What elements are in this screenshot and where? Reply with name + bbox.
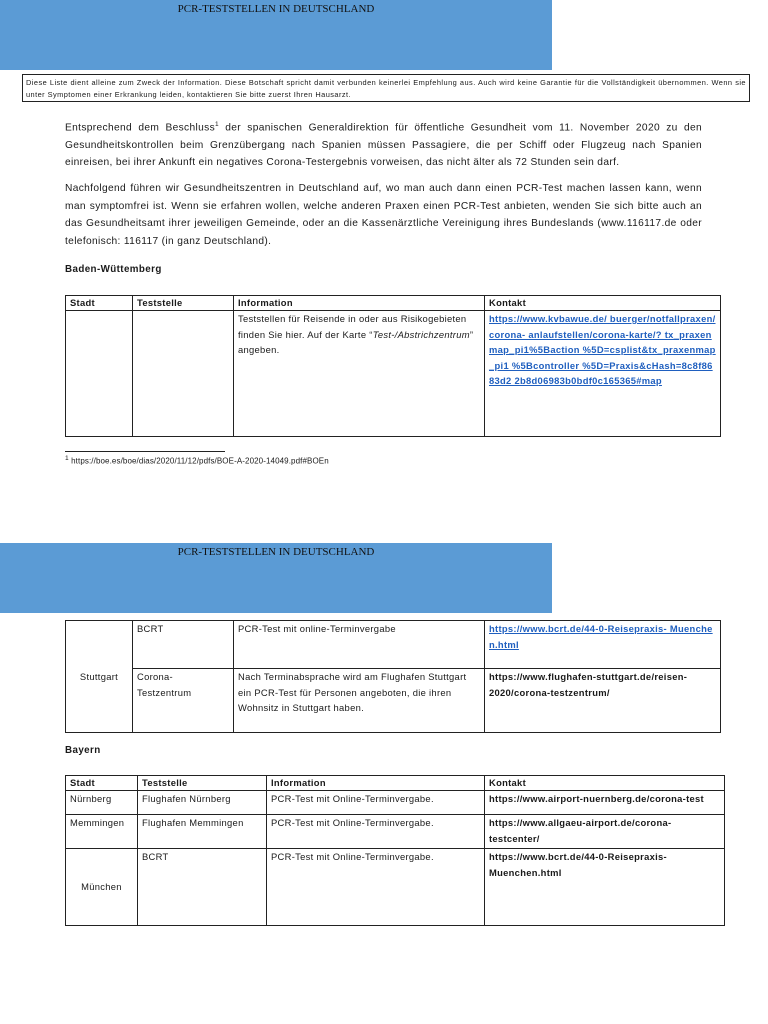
intro-text-after: der spanischen Generaldirektion für öffentliche Gesundheit vom 11. November 2020 zu den Gesundheitskontrollen beim Grenzübergang nach Spanien müssen Passagiere, die per Schiff oder Flugzeug nach Spanien einreisen, bei ihrer Ankunft ein negatives Corona-Testergebnis vorweisen, das nicht älter als 72 Stunden sein darf.: [65, 122, 702, 169]
table-cell-teststelle: Flughafen Nürnberg: [138, 791, 267, 815]
table-cell-teststelle: BCRT: [133, 621, 234, 669]
kontakt-link-bcrt[interactable]: https://www.bcrt.de/44-0-Reisepraxis- Muenchen.html: [489, 623, 713, 650]
table-cell-teststelle: [133, 311, 234, 437]
table-cell-teststelle: BCRT: [138, 849, 267, 926]
bayern-table: [65, 775, 725, 926]
table-cell-stadt: [66, 311, 133, 437]
footnote-divider: [65, 451, 225, 452]
table-cell-information: PCR-Test mit Online-Terminvergabe.: [267, 815, 485, 849]
table-cell-stadt: München: [66, 849, 138, 926]
table-row: [66, 815, 725, 849]
table-cell-kontakt: https://www.flughafen-stuttgart.de/reisen- 2020/corona-testzentrum/: [485, 669, 721, 733]
table-cell-kontakt: https://www.allgaeu-airport.de/corona- testcenter/: [485, 815, 725, 849]
table-cell-stadt: Memmingen: [66, 815, 138, 849]
kontakt-link-kvbawue[interactable]: https://www.kvbawue.de/ buerger/notfallpraxen/corona- anlaufstellen/corona-karte/? tx_praxenmap_pi1%5Baction %5D=csplist&tx_praxenmap_pi1 %5Bcontroller %5D=Praxis&cHash=8c8f8683d2 2b8d06983b0bdf0c165365#map: [489, 313, 716, 387]
table-cell-kontakt: [485, 311, 721, 437]
intro-paragraph-1: [65, 116, 702, 172]
table-header-row: [66, 776, 725, 791]
col-header-kontakt: Kontakt: [485, 296, 721, 311]
table-cell-kontakt: https://www.airport-nuernberg.de/corona-test: [485, 791, 725, 815]
section-heading-bw: Baden-Wüttemberg: [65, 264, 162, 275]
page-header-title-2: PCR-TESTSTELLEN IN DEUTSCHLAND: [177, 546, 375, 558]
footnote-number: 1: [65, 455, 69, 462]
table-cell-teststelle: Flughafen Memmingen: [138, 815, 267, 849]
table-cell-information: [234, 311, 485, 437]
col-header-information: Information: [267, 776, 485, 791]
stuttgart-table: [65, 620, 721, 733]
page-header-banner-2: [0, 543, 552, 613]
footnote-text: https://boe.es/boe/dias/2020/11/12/pdfs/BOE-A-2020-14049.pdf#BOEn: [68, 456, 329, 466]
table-row: [66, 791, 725, 815]
table-row: [66, 849, 725, 926]
table-cell-kontakt: https://www.bcrt.de/44-0-Reisepraxis- Muenchen.html: [485, 849, 725, 926]
col-header-information: Information: [234, 296, 485, 311]
table-row: [66, 621, 721, 669]
table-cell-information: PCR-Test mit Online-Terminvergabe.: [267, 791, 485, 815]
page-header-banner: [0, 0, 552, 70]
info-text: Teststellen für Reisende in oder aus Risikogebieten finden Sie hier. Auf der Karte “: [238, 313, 467, 340]
intro-paragraph-2: Nachfolgend führen wir Gesundheitszentren in Deutschland auf, wo man auch dann einen PCR-Test machen lassen kann, wenn man symptomfrei ist. Wenn sie erfahren wollen, welche anderen Praxen einen PCR-Test anbieten, wenden Sie sich bitte auch an das Gesundheitsamt ihrer jeweiligen Gemeinde, oder an die Kassenärztliche Vereinigung ihres Bundeslands (www.116117.de oder telefonisch: 116117 (in ganz Deutschland).: [65, 183, 702, 247]
col-header-stadt: Stadt: [66, 776, 138, 791]
col-header-teststelle: Teststelle: [133, 296, 234, 311]
col-header-stadt: Stadt: [66, 296, 133, 311]
table-row: [66, 311, 721, 437]
footnote-ref[interactable]: 1: [215, 121, 219, 128]
table-cell-kontakt: [485, 621, 721, 669]
info-emphasis: Test-/Abstrichzentrum: [372, 328, 470, 340]
table-cell-information: PCR-Test mit online-Terminvergabe: [234, 621, 485, 669]
disclaimer-box: Diese Liste dient alleine zum Zweck der Information. Diese Botschaft spricht damit verbunden keinerlei Empfehlung aus. Auch wird keine Garantie für die Vollständigkeit übernommen. Wenn sie unter Symptomen einer Erkrankung leiden, kontaktieren Sie bitte zuerst Ihren Hausarzt.: [22, 74, 750, 102]
col-header-teststelle: Teststelle: [138, 776, 267, 791]
table-cell-information: PCR-Test mit Online-Terminvergabe.: [267, 849, 485, 926]
page-header-title: PCR-TESTSTELLEN IN DEUTSCHLAND: [177, 3, 375, 15]
table-cell-information: Nach Terminabsprache wird am Flughafen Stuttgart ein PCR-Test für Personen angeboten, die ihren Wohnsitz in Stuttgart haben.: [234, 669, 485, 733]
table-cell-stadt: Nürnberg: [66, 791, 138, 815]
info-text-end: ” angeben.: [238, 328, 474, 356]
footnote: [65, 455, 329, 466]
table-cell-stadt: Stuttgart: [66, 621, 133, 733]
table-cell-teststelle: Corona- Testzentrum: [133, 669, 234, 733]
table-row: [66, 669, 721, 733]
intro-text-before: Entsprechend dem Beschluss: [65, 122, 216, 134]
col-header-kontakt: Kontakt: [485, 776, 725, 791]
section-heading-bayern: Bayern: [65, 745, 101, 756]
bw-table: [65, 295, 721, 437]
table-header-row: [66, 296, 721, 311]
